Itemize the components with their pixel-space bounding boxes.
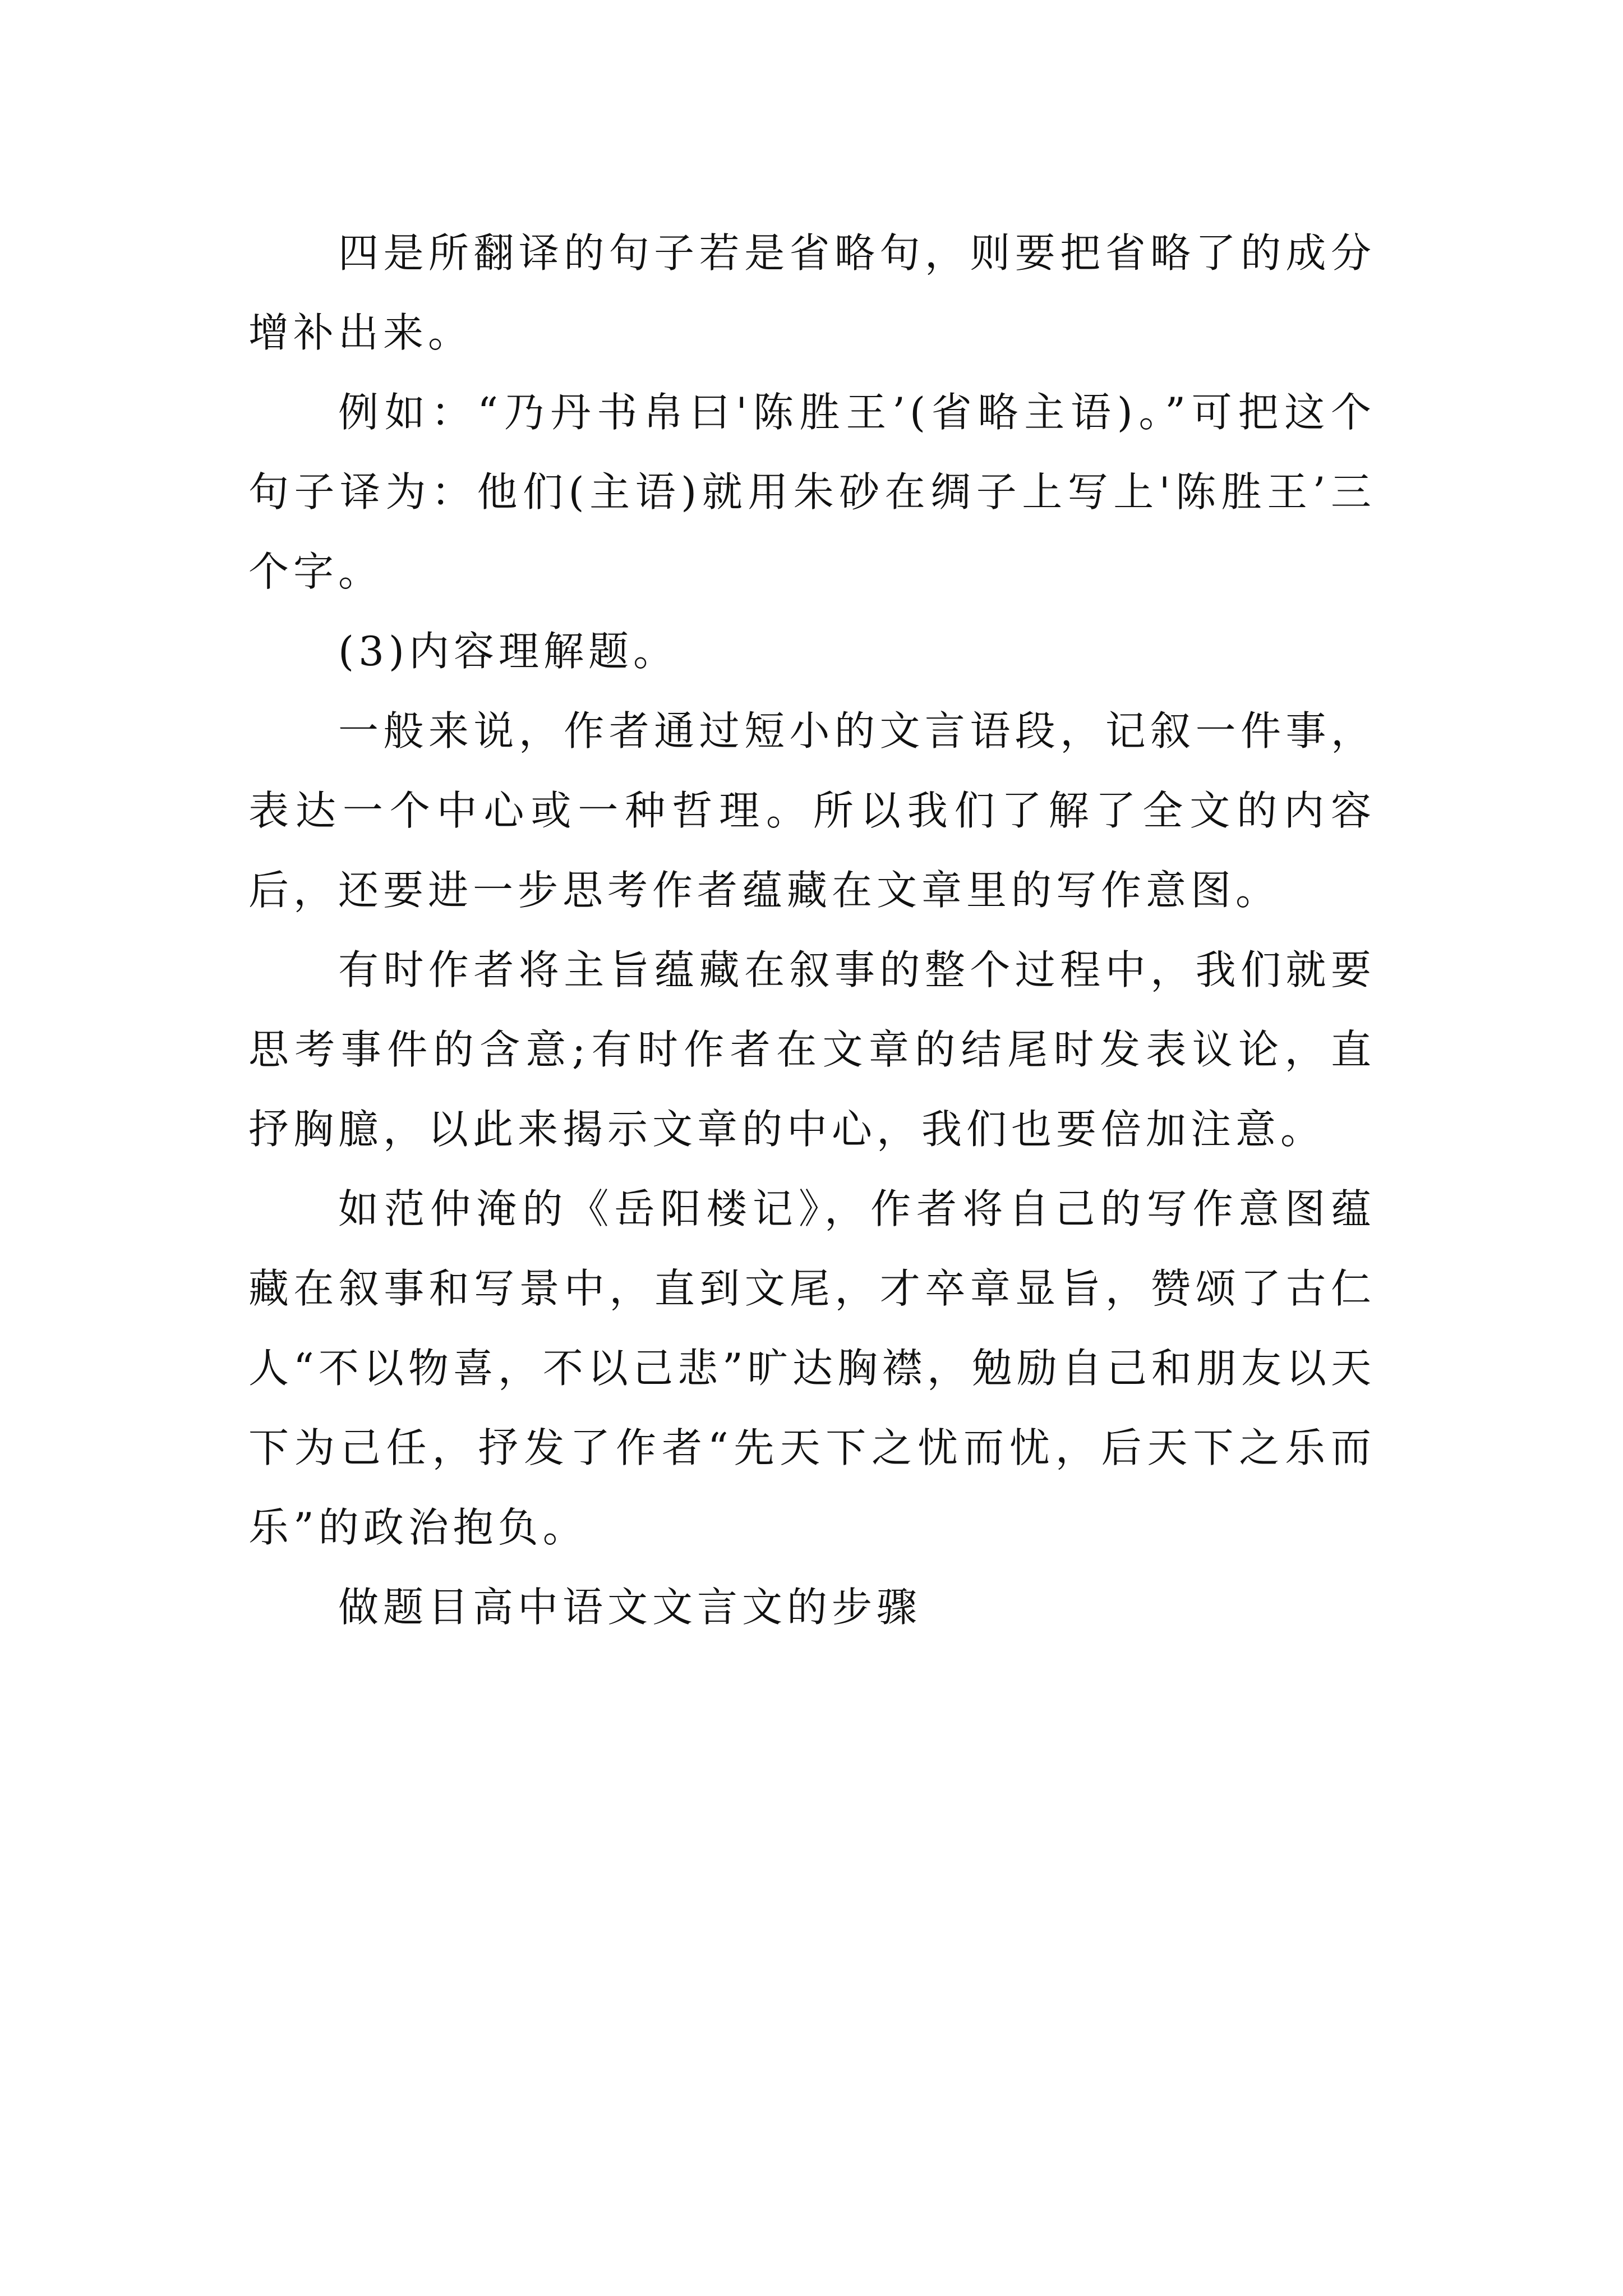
- paragraph-yueyang-tower-example: 如范仲淹的《岳阳楼记》，作者将自己的写作意图蕴藏在叙事和写景中，直到文尾，才卒章显旨，赞颂了古仁人“不以物喜，不以己悲”旷达胸襟，勉励自己和朋友以天下为己任，抒发了作者“先天下之忧而忧，后天下之乐而乐”的政治抱负。: [248, 1185, 1376, 1551]
- paragraph-example-chen-sheng: 例如：“乃丹书帛曰'陈胜王’(省略主语)。”可把这个句子译为：他们(主语)就用朱砂在绸子上写上'陈胜王’三个字。: [248, 389, 1376, 595]
- paragraph-theme-placement: 有时作者将主旨蕴藏在叙事的整个过程中，我们就要思考事件的含意;有时作者在文章的结尾时发表议论，直抒胸臆，以此来揭示文章的中心，我们也要倍加注意。: [248, 946, 1376, 1153]
- document-body: [248, 213, 1376, 1647]
- paragraph-general-explanation: 一般来说，作者通过短小的文言语段，记叙一件事，表达一个中心或一种哲理。所以我们了解了全文的内容后，还要进一步思考作者蕴藏在文章里的写作意图。: [248, 707, 1376, 914]
- paragraph-section-heading-comprehension: (3)内容理解题。: [338, 628, 678, 675]
- paragraph-omitted-sentence-rule: 四是所翻译的句子若是省略句，则要把省略了的成分增补出来。: [248, 229, 1376, 356]
- paragraph-steps-heading: 做题目高中语文文言文的步骤: [338, 1584, 922, 1631]
